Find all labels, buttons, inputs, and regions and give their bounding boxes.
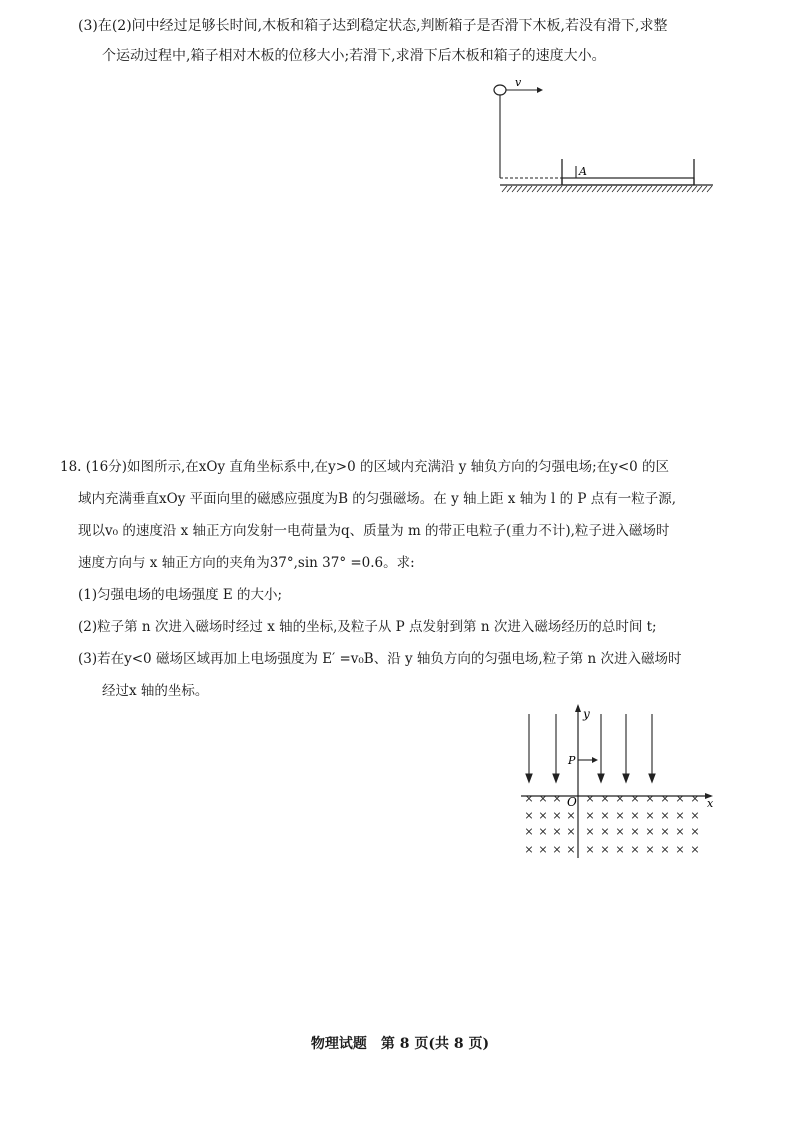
svg-text:×: × xyxy=(630,792,640,805)
svg-text:×: × xyxy=(566,843,576,856)
svg-text:×: × xyxy=(645,792,655,805)
svg-text:×: × xyxy=(600,843,610,856)
p-label: P xyxy=(568,754,576,767)
svg-text:×: × xyxy=(675,809,685,822)
svg-text:×: × xyxy=(690,792,700,805)
q18-sub-3-line-2: 经过x 轴的坐标。 xyxy=(102,683,209,699)
svg-text:×: × xyxy=(524,809,534,822)
q18-line-3: 现以v₀ 的速度沿 x 轴正方向发射一电荷量为q、质量为 m 的带正电粒子(重力不计),粒子进入磁场时 xyxy=(78,523,670,539)
ground-hatching xyxy=(502,186,712,192)
svg-text:×: × xyxy=(538,809,548,822)
svg-text:×: × xyxy=(600,809,610,822)
svg-text:×: × xyxy=(524,825,534,838)
q18-sub-3-line-1: (3)若在y<0 磁场区域再加上电场强度为 E′ =v₀B、沿 y 轴负方向的匀强电场,粒子第 n 次进入磁场时 xyxy=(78,651,682,667)
svg-text:×: × xyxy=(660,792,670,805)
velocity-arrowhead xyxy=(537,87,543,93)
svg-text:×: × xyxy=(690,809,700,822)
svg-text:×: × xyxy=(675,843,685,856)
y-axis-label: y xyxy=(583,707,590,721)
svg-text:×: × xyxy=(675,792,685,805)
svg-text:×: × xyxy=(566,825,576,838)
q17-part3-line-2: 个运动过程中,箱子相对木板的位移大小;若滑下,求滑下后木板和箱子的速度大小。 xyxy=(102,48,606,64)
q18-line-2: 域内充满垂直xOy 平面向里的磁感应强度为B 的匀强磁场。在 y 轴上距 x 轴为 l 的 P 点有一粒子源, xyxy=(78,491,677,507)
svg-text:×: × xyxy=(585,843,595,856)
svg-text:×: × xyxy=(615,792,625,805)
svg-text:×: × xyxy=(566,809,576,822)
svg-text:×: × xyxy=(524,792,534,805)
svg-text:×: × xyxy=(615,809,625,822)
svg-text:×: × xyxy=(630,809,640,822)
svg-text:×: × xyxy=(660,809,670,822)
svg-text:×: × xyxy=(645,843,655,856)
svg-text:×: × xyxy=(552,825,562,838)
svg-text:×: × xyxy=(630,825,640,838)
svg-text:×: × xyxy=(660,825,670,838)
q18-line-1: 18. (16分)如图所示,在xOy 直角坐标系中,在y>0 的区域内充满沿 y 轴负方向的匀强电场;在y<0 的区 xyxy=(60,459,670,475)
origin-label: O xyxy=(567,795,577,809)
svg-text:×: × xyxy=(585,825,595,838)
svg-text:×: × xyxy=(615,843,625,856)
x-axis-label: x xyxy=(707,797,714,810)
svg-text:×: × xyxy=(615,825,625,838)
q17-part3-line-1: (3)在(2)问中经过足够长时间,木板和箱子达到稳定状态,判断箱子是否滑下木板,若没有滑下,求整 xyxy=(78,18,668,34)
svg-text:×: × xyxy=(645,825,655,838)
svg-text:×: × xyxy=(524,843,534,856)
particle-ball xyxy=(494,85,506,95)
magnetic-field-crosses xyxy=(524,792,699,856)
figure-fields xyxy=(515,700,725,865)
y-axis-arrow xyxy=(575,704,581,712)
electric-field-lines xyxy=(526,714,655,782)
q18-sub-2: (2)粒子第 n 次进入磁场时经过 x 轴的坐标,及粒子从 P 点发射到第 n 次进入磁场经历的总时间 t; xyxy=(78,619,657,635)
figure-box-on-board xyxy=(485,75,715,205)
svg-text:×: × xyxy=(645,809,655,822)
svg-text:×: × xyxy=(538,843,548,856)
velocity-label: v xyxy=(515,76,522,89)
svg-text:×: × xyxy=(600,825,610,838)
svg-text:×: × xyxy=(552,809,562,822)
svg-text:×: × xyxy=(552,843,562,856)
svg-text:×: × xyxy=(675,825,685,838)
svg-text:×: × xyxy=(660,843,670,856)
svg-text:×: × xyxy=(538,792,548,805)
q18-sub-1: (1)匀强电场的电场强度 E 的大小; xyxy=(78,587,283,603)
svg-text:×: × xyxy=(600,792,610,805)
board xyxy=(562,178,694,185)
svg-text:×: × xyxy=(630,843,640,856)
svg-text:×: × xyxy=(690,843,700,856)
svg-text:×: × xyxy=(552,792,562,805)
svg-text:×: × xyxy=(690,825,700,838)
page-footer: 物理试题 第 8 页(共 8 页) xyxy=(310,1036,490,1052)
svg-text:×: × xyxy=(585,809,595,822)
q18-line-4: 速度方向与 x 轴正方向的夹角为37°,sin 37° =0.6。求: xyxy=(78,555,415,571)
svg-text:×: × xyxy=(585,792,595,805)
svg-text:×: × xyxy=(538,825,548,838)
box-a-label: A xyxy=(579,165,587,178)
p-velocity-arrowhead xyxy=(592,757,598,763)
